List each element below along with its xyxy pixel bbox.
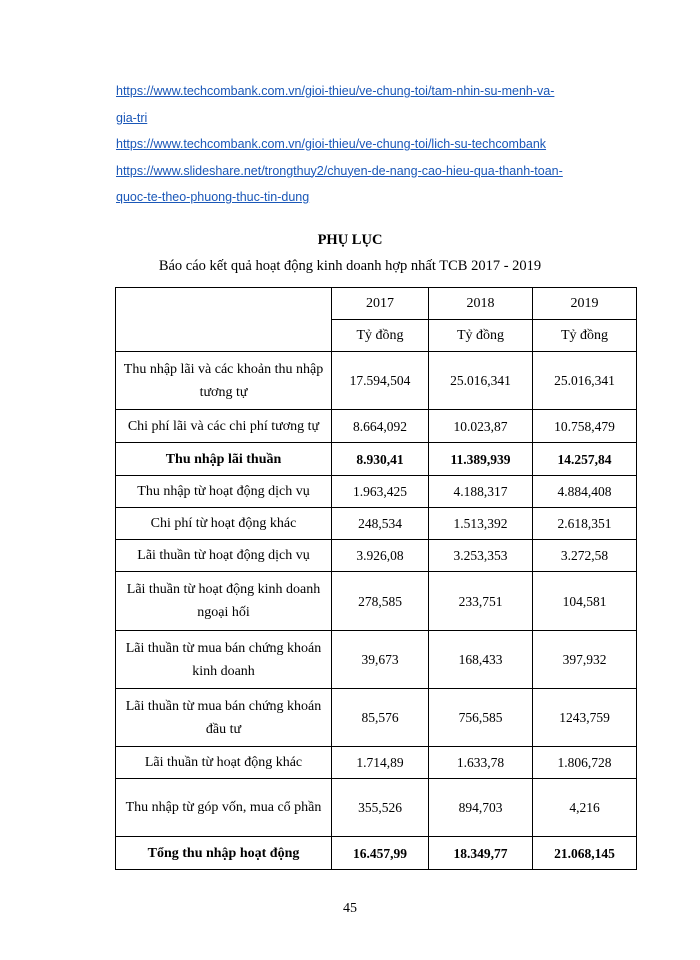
unit-header: Tỷ đồng bbox=[332, 320, 429, 352]
row-label: Lãi thuần từ mua bán chứng khoán đầu tư bbox=[116, 689, 332, 747]
value-cell: 8.930,41 bbox=[332, 443, 429, 476]
value-cell: 168,433 bbox=[429, 631, 533, 689]
row-label: Lãi thuần từ hoạt động kinh doanh ngoại hối bbox=[116, 572, 332, 631]
value-cell: 18.349,77 bbox=[429, 837, 533, 870]
table-row bbox=[116, 352, 637, 410]
value-cell: 1.633,78 bbox=[429, 747, 533, 779]
value-cell: 1.513,392 bbox=[429, 508, 533, 540]
appendix-title: PHỤ LỤC bbox=[317, 232, 383, 248]
table-row bbox=[116, 540, 637, 572]
row-label: Tổng thu nhập hoạt động bbox=[116, 837, 332, 870]
year-header: 2017 bbox=[332, 288, 429, 320]
table-row bbox=[116, 508, 637, 540]
value-cell: 14.257,84 bbox=[533, 443, 637, 476]
value-cell: 233,751 bbox=[429, 572, 533, 631]
value-cell: 248,534 bbox=[332, 508, 429, 540]
value-cell: 104,581 bbox=[533, 572, 637, 631]
value-cell: 397,932 bbox=[533, 631, 637, 689]
report-title: Báo cáo kết quả hoạt động kinh doanh hợp nhất TCB 2017 - 2019 bbox=[158, 258, 542, 274]
value-cell: 3.272,58 bbox=[533, 540, 637, 572]
value-cell: 16.457,99 bbox=[332, 837, 429, 870]
value-cell: 3.253,353 bbox=[429, 540, 533, 572]
table-row bbox=[116, 631, 637, 689]
value-cell: 1.714,89 bbox=[332, 747, 429, 779]
value-cell: 39,673 bbox=[332, 631, 429, 689]
value-cell: 4.188,317 bbox=[429, 476, 533, 508]
link-slideshare[interactable]: https://www.slideshare.net/trongthuy2/chuyen-de-nang-cao-hieu-qua-thanh-toan- bbox=[116, 163, 563, 178]
row-label: Lãi thuần từ hoạt động khác bbox=[116, 747, 332, 779]
link-slideshare-cont[interactable]: quoc-te-theo-phuong-thuc-tin-dung bbox=[116, 190, 310, 204]
value-cell: 11.389,939 bbox=[429, 443, 533, 476]
value-cell: 10.758,479 bbox=[533, 410, 637, 443]
link-lich-su-techcombank[interactable]: https://www.techcombank.com.vn/gioi-thieu/ve-chung-toi/lich-su-techcombank bbox=[116, 137, 547, 151]
row-label: Lãi thuần từ hoạt động dịch vụ bbox=[116, 540, 332, 572]
income-statement-table bbox=[115, 287, 637, 870]
row-label: Chi phí lãi và các chi phí tương tự bbox=[116, 410, 332, 443]
value-cell: 278,585 bbox=[332, 572, 429, 631]
row-label: Thu nhập từ hoạt động dịch vụ bbox=[116, 476, 332, 508]
value-cell: 1.806,728 bbox=[533, 747, 637, 779]
value-cell: 3.926,08 bbox=[332, 540, 429, 572]
table-row bbox=[116, 443, 637, 476]
unit-header: Tỷ đồng bbox=[429, 320, 533, 352]
year-header: 2018 bbox=[429, 288, 533, 320]
row-label: Thu nhập lãi thuần bbox=[116, 443, 332, 476]
value-cell: 17.594,504 bbox=[332, 352, 429, 410]
year-header-row bbox=[116, 288, 637, 320]
value-cell: 894,703 bbox=[429, 779, 533, 837]
value-cell: 10.023,87 bbox=[429, 410, 533, 443]
value-cell: 21.068,145 bbox=[533, 837, 637, 870]
value-cell: 25.016,341 bbox=[429, 352, 533, 410]
table-row bbox=[116, 837, 637, 870]
table-row bbox=[116, 410, 637, 443]
header-blank-cell bbox=[116, 288, 332, 352]
table-row bbox=[116, 689, 637, 747]
value-cell: 756,585 bbox=[429, 689, 533, 747]
link-tam-nhin-su-menh[interactable]: https://www.techcombank.com.vn/gioi-thieu/ve-chung-toi/tam-nhin-su-menh-va- bbox=[116, 84, 555, 98]
row-label: Chi phí từ hoạt động khác bbox=[116, 508, 332, 540]
table-row bbox=[116, 476, 637, 508]
value-cell: 1243,759 bbox=[533, 689, 637, 747]
value-cell: 1.963,425 bbox=[332, 476, 429, 508]
row-label: Thu nhập từ góp vốn, mua cổ phần bbox=[116, 779, 332, 837]
value-cell: 2.618,351 bbox=[533, 508, 637, 540]
reference-links bbox=[116, 78, 636, 211]
row-label: Lãi thuần từ mua bán chứng khoán kinh doanh bbox=[116, 631, 332, 689]
link-tam-nhin-su-menh-cont[interactable]: gia-tri bbox=[116, 110, 148, 125]
value-cell: 4,216 bbox=[533, 779, 637, 837]
table-row bbox=[116, 572, 637, 631]
table-row bbox=[116, 779, 637, 837]
row-label: Thu nhập lãi và các khoản thu nhập tương tự bbox=[116, 352, 332, 410]
year-header: 2019 bbox=[533, 288, 637, 320]
value-cell: 4.884,408 bbox=[533, 476, 637, 508]
value-cell: 85,576 bbox=[332, 689, 429, 747]
unit-header: Tỷ đồng bbox=[533, 320, 637, 352]
page-number: 45 bbox=[343, 901, 357, 916]
value-cell: 25.016,341 bbox=[533, 352, 637, 410]
value-cell: 8.664,092 bbox=[332, 410, 429, 443]
table-row bbox=[116, 747, 637, 779]
value-cell: 355,526 bbox=[332, 779, 429, 837]
